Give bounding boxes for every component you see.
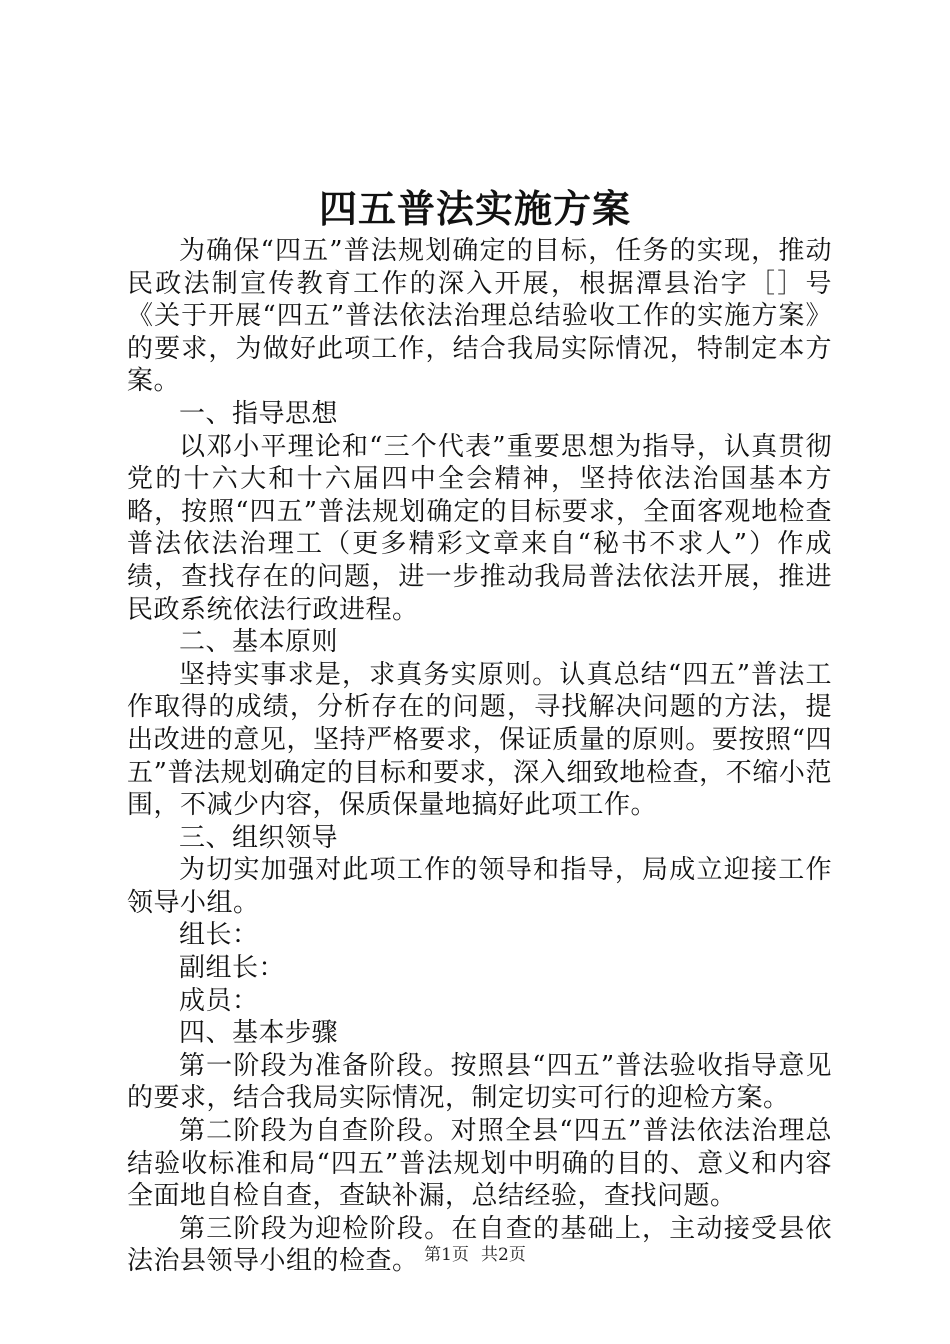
page-footer [0,1243,950,1267]
document-body [127,235,832,1278]
paragraph-step-three: 第三阶段为迎检阶段。在自查的基础上，主动接受县依法治县领导小组的检查。 [127,1213,832,1277]
paragraph-step-two: 第二阶段为自查阶段。对照全县“四五”普法依法治理总结验收标准和局“四五”普法规划中明确的目的、意义和内容全面地自检自查，查缺补漏，总结经验，查找问题。 [127,1116,832,1212]
section-heading-guiding-ideology: 一、指导思想 [179,398,339,429]
paragraph-basic-principles: 坚持实事求是，求真务实原则。认真总结“四五”普法工作取得的成绩，分析存在的问题，寻找解决问题的方法，提出改进的意见，坚持严格要求，保证质量的原则。要按照“四五”普法规划确定的目标和要求，深入细致地检查，不缩小范围，不减少内容，保质保量地搞好此项工作。 [127,659,832,821]
paragraph-guiding-ideology: 以邓小平理论和“三个代表”重要思想为指导，认真贯彻党的十六大和十六届四中全会精神，坚持依法治国基本方略，按照“四五”普法规划确定的目标要求，全面客观地检查普法依法治理工（更多精彩文章来自“秘书不求人”）作成绩，查找存在的问题，进一步推动我局普法依法开展，推进民政系统依法行政进程。 [127,431,832,625]
paragraph-organization: 为切实加强对此项工作的领导和指导，局成立迎接工作领导小组。 [127,855,832,918]
line-members: 成员： [179,985,259,1016]
line-group-leader: 组长： [179,920,259,951]
section-heading-organization: 三、组织领导 [179,822,339,853]
section-heading-basic-principles: 二、基本原则 [179,627,339,658]
page-number: 第1页 [424,1245,469,1265]
line-deputy-leader: 副组长： [179,953,286,984]
document-title: 四五普法实施方案 [318,186,631,231]
section-heading-basic-steps: 四、基本步骤 [179,1018,339,1049]
paragraph-step-one: 第一阶段为准备阶段。按照县“四五”普法验收指导意见的要求，结合我局实际情况，制定切实可行的迎检方案。 [127,1050,832,1114]
page-total: 共2页 [481,1245,526,1265]
paragraph-intro: 为确保“四五”普法规划确定的目标，任务的实现，推动民政法制宣传教育工作的深入开展，根据潭县治字［］号《关于开展“四五”普法依法治理总结验收工作的实施方案》的要求，为做好此项工作，结合我局实际情况，特制定本方案。 [127,236,832,397]
